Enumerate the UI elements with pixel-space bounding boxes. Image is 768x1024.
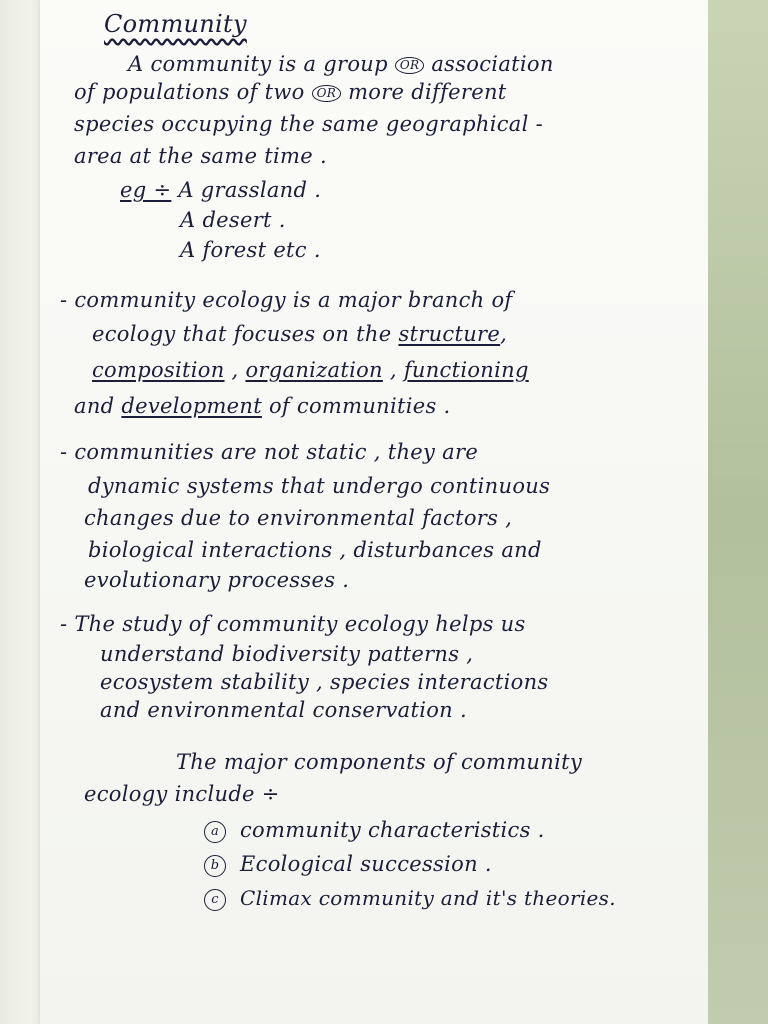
- example-prefix: eg ÷: [120, 178, 172, 202]
- punctuation: ,: [500, 322, 508, 346]
- component-text: Ecological succession .: [240, 852, 492, 876]
- definition-line-3: species occupying the same geographical -: [74, 112, 544, 136]
- example-item: A desert .: [180, 208, 286, 232]
- underlined-term: functioning: [403, 358, 529, 382]
- definition-text: of populations of two: [74, 80, 305, 104]
- circled-letter: b: [204, 855, 226, 877]
- study-line-4: and environmental conservation .: [100, 698, 467, 722]
- underlined-term: structure: [398, 322, 501, 346]
- dynamic-line-1: - communities are not static , they are: [60, 440, 479, 464]
- component-text: Climax community and it's theories.: [240, 886, 616, 910]
- ecology-line-2: [92, 322, 507, 346]
- dynamic-line-3: changes due to environmental factors ,: [84, 506, 513, 530]
- background-surface: [708, 0, 768, 1024]
- circled-letter: c: [204, 889, 226, 911]
- component-item: [204, 886, 616, 911]
- components-line-2: ecology include ÷: [84, 782, 280, 806]
- example-item: A grassland .: [178, 178, 322, 202]
- component-item: [204, 852, 492, 877]
- ecology-line-3: [92, 358, 529, 382]
- underlined-term: development: [121, 394, 262, 418]
- components-line-1: The major components of community: [176, 750, 582, 774]
- study-line-1: - The study of community ecology helps us: [60, 612, 526, 636]
- ecology-line-4: [74, 394, 451, 418]
- page-heading: Community: [104, 10, 247, 38]
- separator: ,: [382, 358, 404, 382]
- study-line-3: ecosystem stability , species interactions: [100, 670, 549, 694]
- notebook-edge: [0, 0, 44, 1024]
- example-item: A forest etc .: [180, 238, 321, 262]
- dynamic-line-2: dynamic systems that undergo continuous: [88, 474, 551, 498]
- component-text: community characteristics .: [240, 818, 545, 842]
- definition-text: association: [431, 52, 554, 76]
- example-line-1: [120, 178, 321, 202]
- study-line-2: understand biodiversity patterns ,: [100, 642, 474, 666]
- dynamic-line-5: evolutionary processes .: [84, 568, 350, 592]
- definition-text: more different: [348, 80, 507, 104]
- underlined-term: organization: [245, 358, 383, 382]
- dynamic-line-4: biological interactions , disturbances and: [88, 538, 542, 562]
- circled-or: OR: [312, 85, 341, 102]
- circled-letter: a: [204, 821, 226, 843]
- separator: ,: [224, 358, 246, 382]
- underlined-term: composition: [92, 358, 225, 382]
- ecology-line-1: - community ecology is a major branch of: [60, 288, 513, 312]
- component-item: [204, 818, 545, 843]
- definition-line-4: area at the same time .: [74, 144, 327, 168]
- ecology-text: and: [74, 394, 115, 418]
- circled-or: OR: [395, 57, 424, 74]
- definition-line-2: [74, 80, 507, 104]
- definition-text: A community is a group: [128, 52, 388, 76]
- definition-line-1: [128, 52, 554, 76]
- ecology-text: ecology that focuses on the: [92, 322, 392, 346]
- ecology-text: of communities .: [268, 394, 451, 418]
